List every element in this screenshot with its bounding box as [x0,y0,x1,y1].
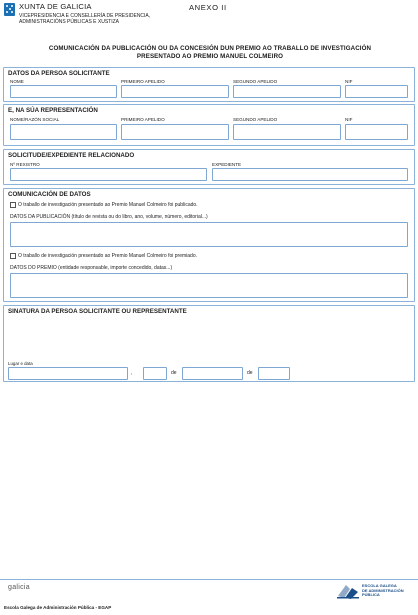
name-label: NOME [10,79,24,84]
place-date-label: Lugar e data [8,361,33,366]
registry-label: Nº REXISTRO [10,162,40,167]
document-title-line1: COMUNICACIÓN DA PUBLICACIÓN OU DA CONCESIÓN DUN PREMIO AO TRABALLO DE INVESTIGACIÓN [48,45,372,52]
applicant-surname2-field[interactable] [233,85,341,98]
logo-subtitle [19,13,150,25]
file-label: EXPEDIENTE [212,162,242,167]
rep-name-label: NOME/RAZÓN SOCIAL [10,117,60,122]
rep-nif-label: NIF [345,117,353,122]
logo-title: XUNTA DE GALICIA [19,2,92,11]
rep-surname1-label: PRIMEIRO APELIDO [121,117,165,122]
place-field[interactable] [8,367,128,380]
awarded-checkbox[interactable] [10,253,16,259]
published-checkbox-label: O traballo de investigación presentado ao Premio Manuel Colmeiro foi publicado. [18,202,198,208]
footer-note: Escola Galega de Administración Pública - EGAP [4,605,112,610]
egap-logo-icon [336,582,360,600]
rep-surname2-field[interactable] [233,124,341,140]
signature-section-title: SINATURA DA PERSOA SOLICITANTE OU REPRESENTANTE [8,308,187,315]
galicia-logo: galicia [8,584,30,591]
prize-data-field[interactable] [10,273,408,298]
rep-name-field[interactable] [10,124,117,140]
surname1-label: PRIMEIRO APELIDO [121,79,165,84]
egap-logo-text-2: DE ADMINISTRACIÓN [362,587,404,593]
registry-field[interactable] [10,168,207,181]
document-title-line2: PRESENTADO AO PREMIO MANUEL COLMEIRO [136,53,284,60]
applicant-nif-field[interactable] [345,85,408,98]
day-field[interactable] [143,367,167,380]
comma-separator: , [131,370,133,376]
applicant-name-field[interactable] [10,85,117,98]
footer-divider [0,579,418,580]
applicant-surname1-field[interactable] [121,85,229,98]
year-field[interactable] [258,367,290,380]
egap-logo-text [362,584,404,598]
applicant-section-title: DATOS DA PERSOA SOLICITANTE [8,70,110,77]
file-field[interactable] [212,168,408,181]
surname2-label: SEGUNDO APELIDO [233,79,278,84]
de-label-2: de [247,370,253,376]
logo-subtitle-line1: VICEPRESIDENCIA E CONSELLERÍA DE PRESIDENCIA, [19,13,151,19]
publication-data-label: DATOS DA PUBLICACIÓN (título de revista ou do libro, ano, volume, número, editorial...) [10,214,208,220]
egap-logo-text-1: ESCOLA GALEGA [362,583,397,588]
de-label-1: de [171,370,177,376]
egap-logo-text-3: PÚBLICA [362,592,380,598]
representative-section-title: E, NA SÚA REPRESENTACIÓN [8,107,98,114]
request-section-title: SOLICITUDE/EXPEDIENTE RELACIONADO [8,152,135,159]
xunta-shield-icon [4,3,15,16]
annex-label: ANEXO II [189,3,227,12]
rep-surname1-field[interactable] [121,124,229,140]
nif-label: NIF [345,79,353,84]
communication-section-title: COMUNICACIÓN DE DATOS [8,191,91,198]
logo-subtitle-line2: ADMINISTRACIÓNS PÚBLICAS E XUSTIZA [19,19,120,25]
prize-data-label: DATOS DO PREMIO (entidade responsable, importe concedido, datas...) [10,265,173,271]
awarded-checkbox-label: O traballo de investigación presentado ao Premio Manuel Colmeiro foi premiado. [18,253,197,259]
publication-data-field[interactable] [10,222,408,247]
rep-surname2-label: SEGUNDO APELIDO [233,117,278,122]
published-checkbox[interactable] [10,202,16,208]
month-field[interactable] [182,367,243,380]
rep-nif-field[interactable] [345,124,408,140]
